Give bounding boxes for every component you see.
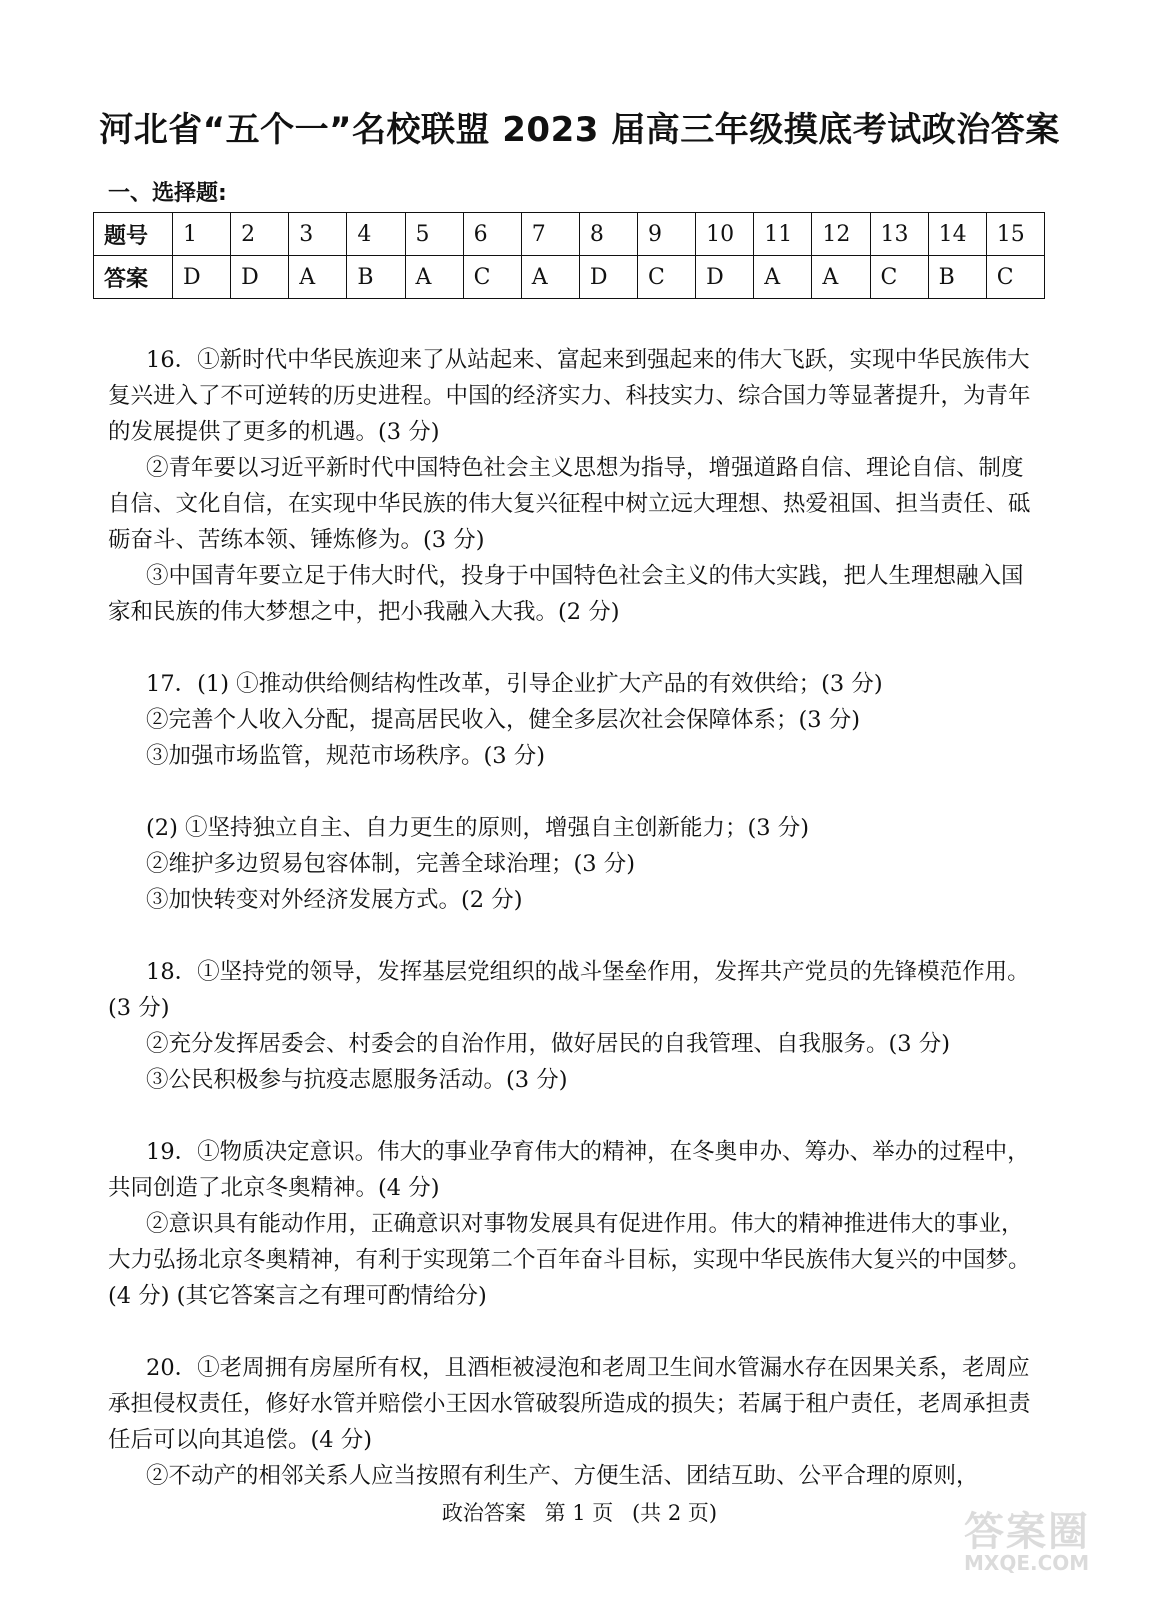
answer-16-part-1: 16．①新时代中华民族迎来了从站起来、富起来到强起来的伟大飞跃，实现中华民族伟大复兴进入了不可逆转的历史进程。中国的经济实力、科技实力、综合国力等显著提升，为青年的发展提供了更多的机遇。(3 分) [108, 347, 1031, 445]
table-cell-answer: D [231, 256, 289, 299]
table-row-answers [94, 256, 1045, 299]
section-heading-multiple-choice: 一、选择题: [108, 181, 227, 206]
watermark-logo: 答案圈 [964, 1509, 1090, 1555]
footer-subject: 政治答案 [441, 1501, 526, 1525]
table-cell-answer: A [405, 256, 463, 299]
answer-18-part-2: ②充分发挥居委会、村委会的自治作用，做好居民的自我管理、自我服务。(3 分) [146, 1031, 951, 1057]
table-cell-number: 1 [173, 213, 231, 256]
table-cell-number: 13 [870, 213, 928, 256]
answer-20-part-1: 20．①老周拥有房屋所有权，且酒柜被浸泡和老周卫生间水管漏水存在因果关系，老周应承担侵权责任，修好水管并赔偿小王因水管破裂所造成的损失；若属于租户责任，老周承担责任后可以向其追偿。(4 分) [108, 1355, 1031, 1453]
table-cell-answer: B [928, 256, 986, 299]
watermark-url: MXQE.COM [964, 1551, 1090, 1575]
answer-17-part-6: ③加快转变对外经济发展方式。(2 分) [146, 887, 523, 913]
answer-19-part-1: 19．①物质决定意识。伟大的事业孕育伟大的精神，在冬奥申办、筹办、举办的过程中，共同创造了北京冬奥精神。(4 分) [108, 1139, 1030, 1201]
table-cell-answer: A [521, 256, 579, 299]
footer-total-pages: (共 2 页) [631, 1501, 718, 1525]
table-cell-number: 15 [986, 213, 1044, 256]
answer-17-part-1: 17．(1) ①推动供给侧结构性改革，引导企业扩大产品的有效供给；(3 分) [146, 671, 883, 697]
table-cell-number: 9 [638, 213, 696, 256]
table-cell-number: 2 [231, 213, 289, 256]
footer-page-number: 第 1 页 [544, 1501, 614, 1525]
table-cell-number: 3 [289, 213, 347, 256]
row-label-number: 题号 [94, 213, 173, 256]
table-cell-number: 4 [347, 213, 405, 256]
table-cell-number: 8 [579, 213, 637, 256]
page-title: 河北省“五个一”名校联盟 2023 届高三年级摸底考试政治答案 [99, 110, 1060, 150]
table-cell-answer: D [173, 256, 231, 299]
answer-17-part-5: ②维护多边贸易包容体制，完善全球治理；(3 分) [146, 851, 636, 877]
answer-16-part-2: ②青年要以习近平新时代中国特色社会主义思想为指导，增强道路自信、理论自信、制度自信、文化自信，在实现中华民族的伟大复兴征程中树立远大理想、热爱祖国、担当责任、砥砺奋斗、苦练本领、锤炼修为。(3 分) [108, 455, 1031, 553]
answer-17-part-3: ③加强市场监管，规范市场秩序。(3 分) [146, 743, 546, 769]
table-cell-answer: D [696, 256, 754, 299]
table-cell-answer: C [870, 256, 928, 299]
table-cell-answer: B [347, 256, 405, 299]
table-cell-answer: C [986, 256, 1044, 299]
answer-18-part-1: 18．①坚持党的领导，发挥基层党组织的战斗堡垒作用，发挥共产党员的先锋模范作用。(3 分) [108, 959, 1030, 1021]
table-cell-answer: A [812, 256, 870, 299]
table-cell-answer: C [638, 256, 696, 299]
answer-body [108, 342, 1038, 1494]
table-cell-answer: C [463, 256, 521, 299]
watermark [964, 1500, 1114, 1580]
answer-18-part-3: ③公民积极参与抗疫志愿服务活动。(3 分) [146, 1067, 568, 1093]
table-cell-number: 10 [696, 213, 754, 256]
table-cell-number: 7 [521, 213, 579, 256]
table-cell-number: 12 [812, 213, 870, 256]
answer-17-part-4: (2) ①坚持独立自主、自力更生的原则，增强自主创新能力；(3 分) [146, 815, 810, 841]
answer-20-part-2: ②不动产的相邻关系人应当按照有利生产、方便生活、团结互助、公平合理的原则， [146, 1463, 979, 1489]
table-cell-number: 11 [754, 213, 812, 256]
answer-16-part-3: ③中国青年要立足于伟大时代，投身于中国特色社会主义的伟大实践，把人生理想融入国家和民族的伟大梦想之中，把小我融入大我。(2 分) [108, 563, 1024, 625]
row-label-answer: 答案 [94, 256, 173, 299]
table-cell-number: 14 [928, 213, 986, 256]
table-cell-number: 6 [463, 213, 521, 256]
table-cell-answer: A [754, 256, 812, 299]
answer-17-part-2: ②完善个人收入分配，提高居民收入，健全多层次社会保障体系；(3 分) [146, 707, 861, 733]
table-cell-answer: A [289, 256, 347, 299]
table-cell-number: 5 [405, 213, 463, 256]
table-row-numbers [94, 213, 1045, 256]
answer-19-part-2: ②意识具有能动作用，正确意识对事物发展具有促进作用。伟大的精神推进伟大的事业，大力弘扬北京冬奥精神，有利于实现第二个百年奋斗目标，实现中华民族伟大复兴的中国梦。(4 分) (其它答案言之有理可酌情给分) [108, 1211, 1031, 1309]
answer-table [93, 212, 1045, 299]
table-cell-answer: D [579, 256, 637, 299]
